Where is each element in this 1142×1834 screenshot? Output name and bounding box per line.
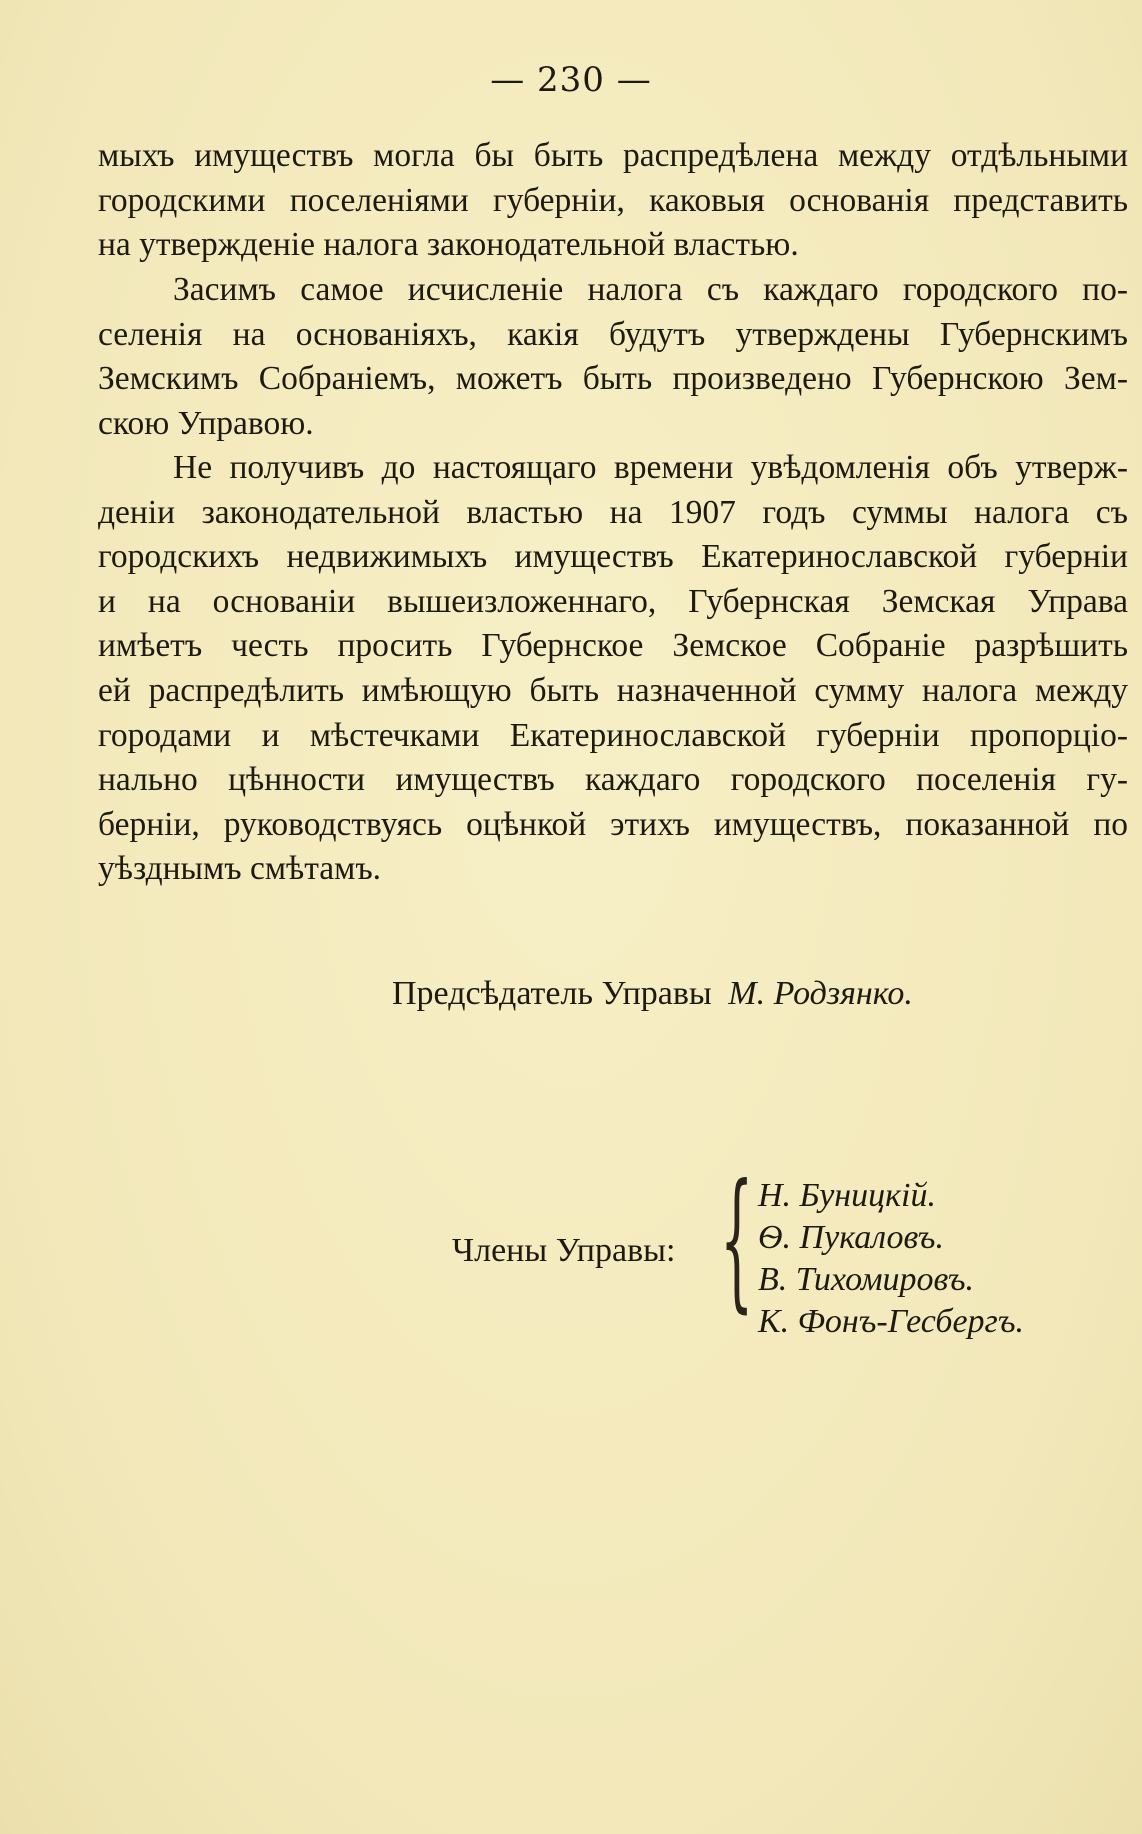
text-line: городскихъ недвижимыхъ имуществъ Екатеринославской губерніи <box>98 538 1128 576</box>
text-line: имѣетъ честь просить Губернское Земское Собраніе разрѣшить <box>98 627 1128 665</box>
paragraph-1 <box>98 134 1128 268</box>
text-line: скою Управою. <box>98 404 314 442</box>
member-name: В. Тихомировъ. <box>758 1261 974 1298</box>
curly-brace-icon: { <box>720 1153 754 1327</box>
page-number: — 230 — <box>490 60 652 100</box>
chairman-name: М. Родзянко. <box>728 975 913 1012</box>
member-name: К. Фонъ-Гесбергъ. <box>758 1303 1024 1340</box>
member-name: Ѳ. Пукаловъ. <box>758 1219 944 1256</box>
text-line: Не получивъ до настоящаго времени увѣдомленія объ утверж- <box>173 449 1128 486</box>
text-line: берніи, руководствуясь оцѣнкой этихъ имуществъ, показанной по <box>98 805 1128 843</box>
text-line: на утвержденіе налога законодательной властью. <box>98 226 799 264</box>
text-line: и на основаніи вышеизложеннаго, Губернская Земская Управа <box>98 582 1128 620</box>
member-name: Н. Буницкій. <box>758 1177 937 1214</box>
text-line: ей распредѣлить имѣющую быть назначенной сумму налога между <box>98 671 1128 709</box>
paragraph-2 <box>98 268 1128 446</box>
text-line: Земскимъ Собраніемъ, можетъ быть произведено Губернскою Зем- <box>98 360 1128 398</box>
text-line: городскими поселеніями губерніи, каковыя основанія представить <box>98 181 1128 219</box>
text-line: мыхъ имуществъ могла бы быть распредѣлена между отдѣльными <box>98 137 1128 174</box>
text-line: деніи законодательной властью на 1907 годъ суммы налога съ <box>98 493 1128 531</box>
text-line: уѣзднымъ смѣтамъ. <box>98 850 382 888</box>
chairman-signature <box>392 975 913 1013</box>
text-line: нально цѣнности имуществъ каждаго городского поселенія гу- <box>98 761 1128 799</box>
text-line: селенія на основаніяхъ, какія будутъ утверждены Губернскимъ <box>98 315 1128 353</box>
chairman-title: Предсѣдатель Управы <box>392 975 712 1012</box>
text-line: Засимъ самое исчисленіе налога съ каждаго городского по- <box>173 271 1128 308</box>
members-list <box>758 1175 1024 1343</box>
members-label: Члены Управы: <box>452 1232 676 1269</box>
paragraph-3 <box>98 446 1128 892</box>
text-line: городами и мѣстечками Екатеринославской губерніи пропорціо- <box>98 716 1128 754</box>
